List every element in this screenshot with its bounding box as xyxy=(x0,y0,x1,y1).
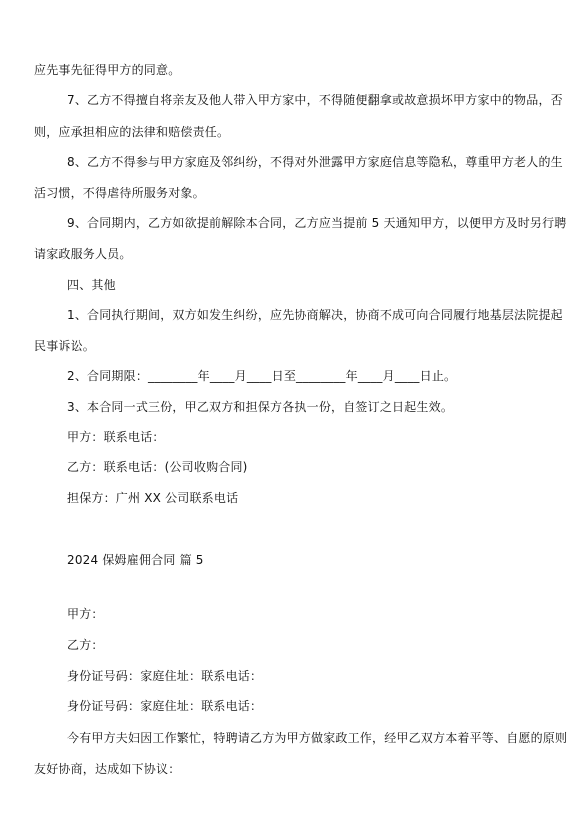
text-line: 应先事先征得甲方的同意。 xyxy=(34,63,181,77)
clause-8: 8、乙方不得参与甲方家庭及邻纠纷，不得对外泄露甲方家庭信息等隐私，尊重甲方老人的生 xyxy=(67,155,563,169)
clause-7: 7、乙方不得擅自将亲友及他人带入甲方家中，不得随便翻拿或故意损坏甲方家中的物品，否 xyxy=(67,93,563,107)
text-line: 请家政服务人员。 xyxy=(34,247,132,261)
party-b-contact: 乙方：联系电话：(公司收购合同) xyxy=(67,460,248,474)
agreement-intro: 今有甲方夫妇因工作繁忙，特聘请乙方为甲方做家政工作，经甲乙双方本着平等、自愿的原则 xyxy=(67,731,568,745)
text-line: 友好协商，达成如下协议： xyxy=(34,762,181,776)
party-a-contact: 甲方：联系电话： xyxy=(67,430,165,444)
section-heading-other: 四、其他 xyxy=(67,278,116,292)
clause-2: 2、合同期限：________年____月____日至________年____月____日止。 xyxy=(67,369,457,383)
clause-3: 3、本合同一式三份，甲乙双方和担保方各执一份，自签订之日起生效。 xyxy=(67,400,454,414)
id-address-phone: 身份证号码：家庭住址：联系电话： xyxy=(67,669,263,683)
text-line: 民事诉讼。 xyxy=(34,339,96,353)
clause-1: 1、合同执行期间，双方如发生纠纷，应先协商解决，协商不成可向合同履行地基层法院提起 xyxy=(67,308,563,322)
text-line: 活习惯，不得虐待所服务对象。 xyxy=(34,186,205,200)
party-a-label: 甲方： xyxy=(67,607,104,621)
id-address-phone: 身份证号码：家庭住址：联系电话： xyxy=(67,699,263,713)
party-b-label: 乙方： xyxy=(67,638,104,652)
clause-9: 9、合同期内，乙方如欲提前解除本合同，乙方应当提前 5 天通知甲方，以便甲方及时另行聘 xyxy=(67,216,567,230)
contract-title: 2024 保姆雇佣合同 篇 5 xyxy=(67,553,204,567)
text-line: 则，应承担相应的法律和赔偿责任。 xyxy=(34,125,230,139)
guarantor-contact: 担保方：广州 XX 公司联系电话 xyxy=(67,491,239,505)
